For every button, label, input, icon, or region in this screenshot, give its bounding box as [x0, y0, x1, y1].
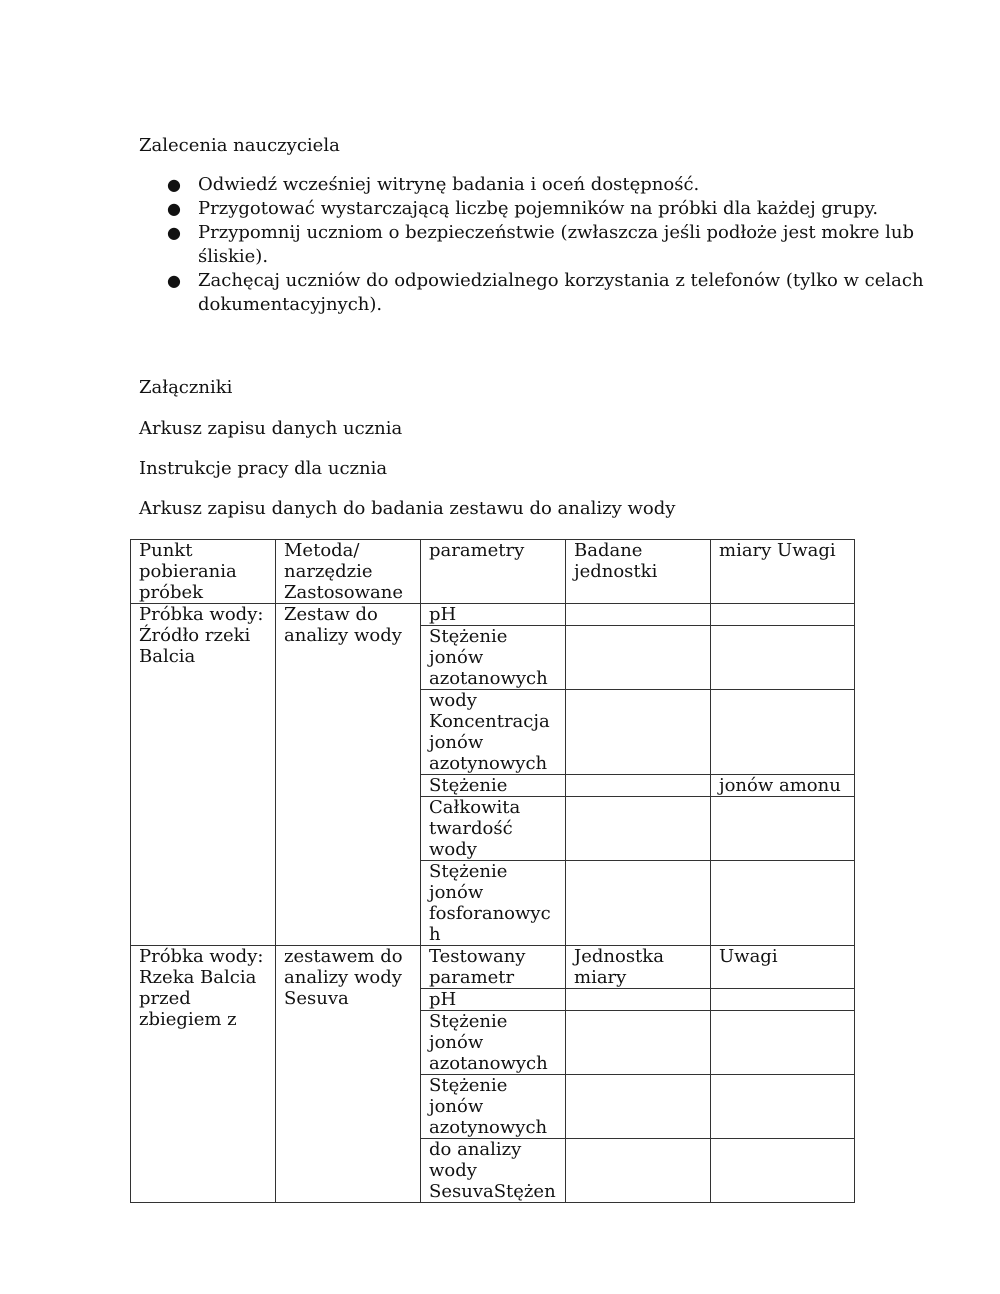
list-item: ● Zachęcaj uczniów do odpowiedzialnego korzystania z telefonów (tylko w celach dokumentacyjnych). [167, 270, 924, 315]
header-cell: Punkt pobierania próbek [131, 540, 276, 604]
table-cell [711, 1139, 855, 1203]
table-cell: Jednostka miary [566, 946, 711, 989]
data-record-table [130, 539, 855, 1203]
table-cell: Stężenie [421, 775, 566, 797]
header-cell: miary Uwagi [711, 540, 855, 604]
table-cell [711, 861, 855, 946]
bullet-icon: ● [167, 271, 181, 290]
table-cell: wody Koncentracja jonów azotynowych [421, 690, 566, 775]
table-cell [711, 604, 855, 626]
table-cell [566, 690, 711, 775]
sample-cell: Próbka wody: Rzeka Balcia przed zbiegiem z [131, 946, 276, 1203]
table-cell: do analizy wody SesuvaStężen [421, 1139, 566, 1203]
table-cell: Stężenie jonów azotanowych [421, 626, 566, 690]
table-cell: jonów amonu [711, 775, 855, 797]
table-cell [566, 797, 711, 861]
table-cell [566, 1075, 711, 1139]
table-cell [711, 989, 855, 1011]
attachment-line: Instrukcje pracy dla ucznia [139, 458, 388, 479]
table-row [131, 604, 855, 626]
table-cell [566, 626, 711, 690]
list-item: ● Przygotować wystarczającą liczbę pojemników na próbki dla każdej grupy. [167, 198, 879, 219]
bullet-icon: ● [167, 199, 181, 218]
table-title: Arkusz zapisu danych do badania zestawu do analizy wody [139, 498, 676, 519]
table-cell [711, 1011, 855, 1075]
recommendations-heading: Zalecenia nauczyciela [139, 135, 340, 156]
header-cell: parametry [421, 540, 566, 604]
table-cell [566, 1011, 711, 1075]
sample-cell: Próbka wody: Źródło rzeki Balcia [131, 604, 276, 946]
table-cell: Stężenie jonów fosforanowyc h [421, 861, 566, 946]
header-cell: Badane jednostki [566, 540, 711, 604]
table-cell [711, 690, 855, 775]
table-cell: pH [421, 989, 566, 1011]
table-cell: Stężenie jonów azotanowych [421, 1011, 566, 1075]
table-header-row [131, 540, 855, 604]
table-cell: Uwagi [711, 946, 855, 989]
table-cell [566, 775, 711, 797]
list-item: ● Przypomnij uczniom o bezpieczeństwie (zwłaszcza jeśli podłoże jest mokre lub śliskie). [167, 222, 914, 267]
bullet-icon: ● [167, 223, 181, 242]
table-cell [711, 626, 855, 690]
recommendations-list [139, 173, 939, 317]
table-cell [566, 989, 711, 1011]
method-cell: Zestaw do analizy wody [276, 604, 421, 946]
header-cell: Metoda/ narzędzie Zastosowane [276, 540, 421, 604]
bullet-icon: ● [167, 175, 181, 194]
table-cell [566, 1139, 711, 1203]
list-item: ● Odwiedź wcześniej witrynę badania i oceń dostępność. [167, 174, 700, 195]
attachment-line: Arkusz zapisu danych ucznia [139, 418, 403, 439]
table-cell [566, 604, 711, 626]
table-cell: Całkowita twardość wody [421, 797, 566, 861]
table-cell [566, 861, 711, 946]
table-cell [711, 797, 855, 861]
method-cell: zestawem do analizy wody Sesuva [276, 946, 421, 1203]
table-cell: Testowany parametr [421, 946, 566, 989]
attachments-heading: Załączniki [139, 377, 233, 398]
table-row [131, 946, 855, 989]
table-cell: Stężenie jonów azotynowych [421, 1075, 566, 1139]
table-cell: pH [421, 604, 566, 626]
table-cell [711, 1075, 855, 1139]
